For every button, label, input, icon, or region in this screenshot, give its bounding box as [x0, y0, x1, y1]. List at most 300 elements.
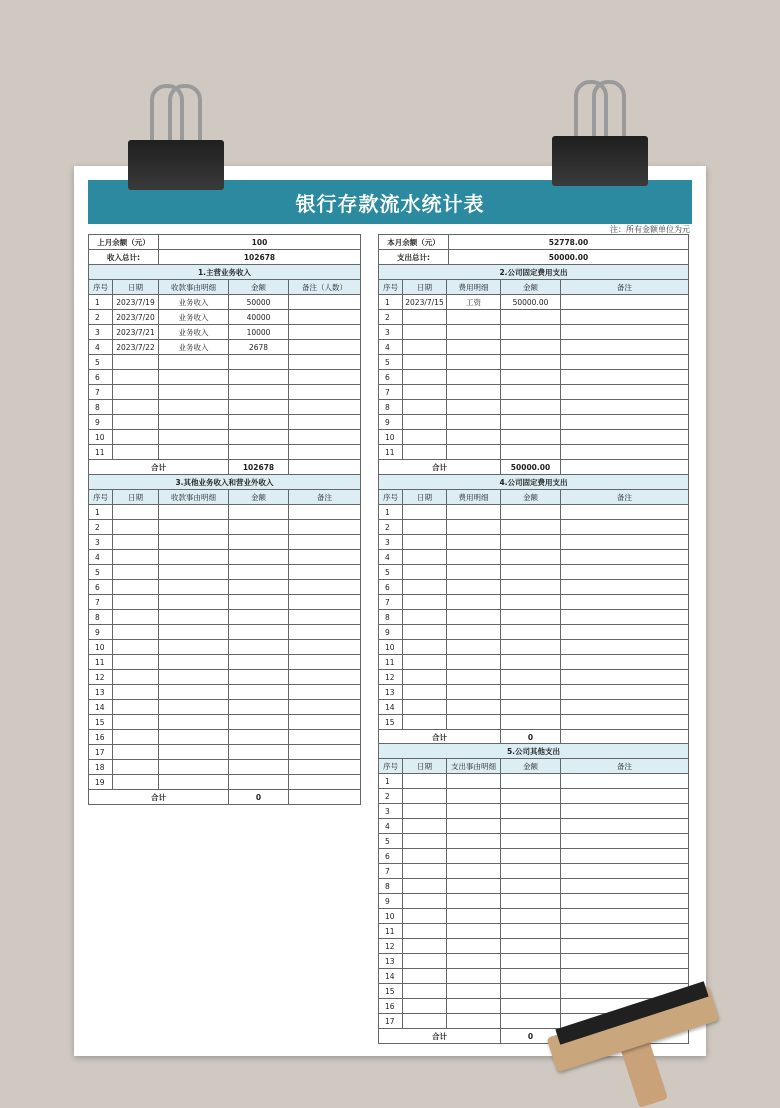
table-cell[interactable] [561, 715, 689, 730]
table-cell[interactable] [159, 775, 229, 790]
table-cell[interactable] [159, 535, 229, 550]
table-cell[interactable] [447, 774, 501, 789]
table-cell[interactable] [447, 939, 501, 954]
table-cell[interactable] [501, 565, 561, 580]
table-cell[interactable]: 2023/7/19 [113, 295, 159, 310]
table-cell[interactable] [403, 819, 447, 834]
table-cell[interactable] [501, 924, 561, 939]
table-cell[interactable] [403, 535, 447, 550]
table-cell[interactable] [561, 789, 689, 804]
table-cell[interactable]: 4 [89, 550, 113, 565]
table-cell[interactable]: 4 [89, 340, 113, 355]
table-cell[interactable] [403, 325, 447, 340]
table-cell[interactable] [403, 894, 447, 909]
table-cell[interactable] [113, 400, 159, 415]
table-cell[interactable] [447, 415, 501, 430]
table-cell[interactable] [159, 760, 229, 775]
table-cell[interactable]: 12 [379, 939, 403, 954]
table-cell[interactable] [561, 700, 689, 715]
table-cell[interactable] [403, 400, 447, 415]
table-cell[interactable] [561, 685, 689, 700]
table-cell[interactable] [159, 670, 229, 685]
table-cell[interactable] [501, 954, 561, 969]
table-cell[interactable] [403, 550, 447, 565]
table-cell[interactable] [561, 355, 689, 370]
table-cell[interactable] [501, 864, 561, 879]
table-cell[interactable] [289, 745, 361, 760]
table-cell[interactable] [113, 625, 159, 640]
table-cell[interactable]: 17 [89, 745, 113, 760]
table-cell[interactable]: 11 [89, 445, 113, 460]
table-cell[interactable]: 业务收入 [159, 325, 229, 340]
table-cell[interactable] [501, 849, 561, 864]
table-cell[interactable]: 4 [379, 550, 403, 565]
table-cell[interactable] [403, 445, 447, 460]
table-cell[interactable] [561, 415, 689, 430]
table-cell[interactable]: 业务收入 [159, 340, 229, 355]
table-cell[interactable] [501, 879, 561, 894]
table-cell[interactable] [159, 595, 229, 610]
table-cell[interactable] [159, 610, 229, 625]
table-cell[interactable] [501, 774, 561, 789]
table-cell[interactable]: 14 [379, 969, 403, 984]
table-cell[interactable] [403, 625, 447, 640]
table-cell[interactable] [403, 310, 447, 325]
table-cell[interactable] [501, 310, 561, 325]
table-cell[interactable] [403, 520, 447, 535]
table-cell[interactable]: 10 [379, 430, 403, 445]
table-cell[interactable] [561, 325, 689, 340]
table-cell[interactable]: 8 [379, 879, 403, 894]
table-cell[interactable] [501, 804, 561, 819]
table-cell[interactable] [403, 849, 447, 864]
table-cell[interactable] [289, 370, 361, 385]
table-cell[interactable] [403, 640, 447, 655]
table-cell[interactable] [159, 655, 229, 670]
table-cell[interactable] [113, 700, 159, 715]
table-cell[interactable] [561, 595, 689, 610]
table-cell[interactable] [561, 834, 689, 849]
table-cell[interactable]: 10000 [229, 325, 289, 340]
table-cell[interactable] [561, 610, 689, 625]
table-cell[interactable]: 7 [89, 385, 113, 400]
table-cell[interactable] [113, 355, 159, 370]
table-cell[interactable] [501, 625, 561, 640]
table-cell[interactable]: 5 [379, 834, 403, 849]
table-cell[interactable] [289, 640, 361, 655]
table-cell[interactable] [501, 520, 561, 535]
table-cell[interactable] [447, 625, 501, 640]
table-cell[interactable] [289, 340, 361, 355]
table-cell[interactable] [159, 685, 229, 700]
table-cell[interactable] [561, 295, 689, 310]
table-cell[interactable]: 1 [379, 774, 403, 789]
table-cell[interactable]: 7 [89, 595, 113, 610]
table-cell[interactable]: 14 [379, 700, 403, 715]
table-cell[interactable] [447, 715, 501, 730]
table-cell[interactable] [229, 700, 289, 715]
table-cell[interactable] [561, 819, 689, 834]
table-cell[interactable] [113, 715, 159, 730]
table-cell[interactable]: 13 [379, 685, 403, 700]
table-cell[interactable] [447, 550, 501, 565]
table-cell[interactable] [403, 700, 447, 715]
table-cell[interactable]: 业务收入 [159, 310, 229, 325]
table-cell[interactable] [113, 565, 159, 580]
table-cell[interactable]: 1 [379, 505, 403, 520]
table-cell[interactable] [447, 535, 501, 550]
table-cell[interactable]: 2 [379, 310, 403, 325]
table-cell[interactable] [403, 355, 447, 370]
table-cell[interactable] [501, 580, 561, 595]
table-cell[interactable] [229, 655, 289, 670]
table-cell[interactable] [289, 400, 361, 415]
table-cell[interactable] [159, 355, 229, 370]
table-cell[interactable] [113, 595, 159, 610]
table-cell[interactable] [229, 565, 289, 580]
table-cell[interactable] [501, 385, 561, 400]
table-cell[interactable] [289, 685, 361, 700]
table-cell[interactable] [447, 909, 501, 924]
table-cell[interactable]: 5 [379, 355, 403, 370]
table-cell[interactable] [159, 400, 229, 415]
table-cell[interactable] [113, 775, 159, 790]
table-cell[interactable] [289, 610, 361, 625]
table-cell[interactable] [289, 775, 361, 790]
table-cell[interactable] [501, 640, 561, 655]
table-cell[interactable] [501, 415, 561, 430]
table-cell[interactable] [561, 954, 689, 969]
table-cell[interactable] [113, 760, 159, 775]
table-cell[interactable] [113, 535, 159, 550]
table-cell[interactable] [229, 445, 289, 460]
table-cell[interactable] [447, 894, 501, 909]
table-cell[interactable] [447, 355, 501, 370]
table-cell[interactable] [447, 834, 501, 849]
table-cell[interactable]: 3 [89, 535, 113, 550]
table-cell[interactable] [403, 595, 447, 610]
table-cell[interactable] [229, 670, 289, 685]
table-cell[interactable]: 10 [89, 640, 113, 655]
table-cell[interactable] [447, 879, 501, 894]
table-cell[interactable] [403, 505, 447, 520]
table-cell[interactable] [289, 520, 361, 535]
table-cell[interactable] [113, 370, 159, 385]
table-cell[interactable] [561, 445, 689, 460]
table-cell[interactable] [561, 670, 689, 685]
table-cell[interactable] [289, 325, 361, 340]
table-cell[interactable] [113, 640, 159, 655]
table-cell[interactable] [501, 670, 561, 685]
table-cell[interactable]: 8 [379, 610, 403, 625]
table-cell[interactable]: 13 [379, 954, 403, 969]
table-cell[interactable] [447, 969, 501, 984]
table-cell[interactable] [159, 625, 229, 640]
table-cell[interactable]: 9 [89, 625, 113, 640]
table-cell[interactable]: 6 [89, 580, 113, 595]
table-cell[interactable] [501, 595, 561, 610]
table-cell[interactable] [113, 655, 159, 670]
table-cell[interactable] [403, 610, 447, 625]
table-cell[interactable] [501, 550, 561, 565]
table-cell[interactable] [561, 400, 689, 415]
table-cell[interactable] [113, 580, 159, 595]
table-cell[interactable] [447, 310, 501, 325]
table-cell[interactable]: 2 [379, 789, 403, 804]
table-cell[interactable]: 6 [379, 370, 403, 385]
table-cell[interactable]: 15 [379, 715, 403, 730]
table-cell[interactable] [289, 580, 361, 595]
table-cell[interactable] [159, 730, 229, 745]
table-cell[interactable]: 6 [89, 370, 113, 385]
table-cell[interactable] [447, 385, 501, 400]
table-cell[interactable]: 2023/7/21 [113, 325, 159, 340]
table-cell[interactable]: 50000 [229, 295, 289, 310]
table-cell[interactable] [289, 715, 361, 730]
table-cell[interactable] [501, 834, 561, 849]
table-cell[interactable] [501, 715, 561, 730]
table-cell[interactable] [113, 610, 159, 625]
table-cell[interactable] [229, 550, 289, 565]
table-cell[interactable] [403, 969, 447, 984]
table-cell[interactable] [403, 834, 447, 849]
table-cell[interactable] [447, 640, 501, 655]
table-cell[interactable]: 11 [379, 445, 403, 460]
table-cell[interactable]: 12 [379, 670, 403, 685]
table-cell[interactable] [113, 385, 159, 400]
table-cell[interactable] [159, 550, 229, 565]
table-cell[interactable] [501, 819, 561, 834]
table-cell[interactable]: 业务收入 [159, 295, 229, 310]
table-cell[interactable] [403, 715, 447, 730]
table-cell[interactable] [403, 580, 447, 595]
table-cell[interactable]: 9 [89, 415, 113, 430]
table-cell[interactable] [561, 550, 689, 565]
table-cell[interactable]: 2023/7/15 [403, 295, 447, 310]
table-cell[interactable]: 4 [379, 819, 403, 834]
table-cell[interactable] [159, 445, 229, 460]
table-cell[interactable]: 2023/7/22 [113, 340, 159, 355]
table-cell[interactable] [561, 774, 689, 789]
table-cell[interactable] [113, 505, 159, 520]
table-cell[interactable] [447, 954, 501, 969]
table-cell[interactable] [501, 355, 561, 370]
table-cell[interactable] [113, 415, 159, 430]
table-cell[interactable] [289, 310, 361, 325]
table-cell[interactable] [501, 400, 561, 415]
table-cell[interactable] [159, 715, 229, 730]
table-cell[interactable] [403, 954, 447, 969]
table-cell[interactable] [447, 685, 501, 700]
table-cell[interactable]: 3 [379, 535, 403, 550]
table-cell[interactable] [289, 355, 361, 370]
table-cell[interactable]: 2 [89, 310, 113, 325]
table-cell[interactable] [447, 610, 501, 625]
table-cell[interactable] [501, 340, 561, 355]
table-cell[interactable] [159, 370, 229, 385]
table-cell[interactable]: 11 [379, 924, 403, 939]
table-cell[interactable] [447, 924, 501, 939]
table-cell[interactable] [229, 745, 289, 760]
table-cell[interactable] [289, 505, 361, 520]
table-cell[interactable] [501, 610, 561, 625]
table-cell[interactable] [403, 385, 447, 400]
table-cell[interactable]: 2023/7/20 [113, 310, 159, 325]
table-cell[interactable]: 2 [89, 520, 113, 535]
table-cell[interactable]: 16 [89, 730, 113, 745]
table-cell[interactable] [403, 340, 447, 355]
table-cell[interactable] [561, 804, 689, 819]
table-cell[interactable]: 5 [89, 355, 113, 370]
table-cell[interactable] [447, 849, 501, 864]
table-cell[interactable] [229, 760, 289, 775]
table-cell[interactable] [561, 370, 689, 385]
table-cell[interactable] [229, 370, 289, 385]
table-cell[interactable] [289, 430, 361, 445]
table-cell[interactable] [159, 520, 229, 535]
table-cell[interactable] [403, 939, 447, 954]
table-cell[interactable]: 2678 [229, 340, 289, 355]
table-cell[interactable] [113, 445, 159, 460]
table-cell[interactable] [403, 670, 447, 685]
table-cell[interactable] [561, 565, 689, 580]
table-cell[interactable]: 7 [379, 864, 403, 879]
table-cell[interactable] [289, 700, 361, 715]
table-cell[interactable] [501, 430, 561, 445]
table-cell[interactable] [289, 655, 361, 670]
table-cell[interactable] [447, 505, 501, 520]
table-cell[interactable] [501, 685, 561, 700]
table-cell[interactable]: 9 [379, 894, 403, 909]
table-cell[interactable] [289, 730, 361, 745]
table-cell[interactable] [289, 565, 361, 580]
table-cell[interactable] [403, 909, 447, 924]
table-cell[interactable] [501, 789, 561, 804]
table-cell[interactable] [447, 984, 501, 999]
table-cell[interactable] [229, 505, 289, 520]
table-cell[interactable] [229, 715, 289, 730]
table-cell[interactable] [501, 700, 561, 715]
table-cell[interactable] [561, 310, 689, 325]
table-cell[interactable] [403, 804, 447, 819]
table-cell[interactable] [561, 924, 689, 939]
table-cell[interactable]: 1 [89, 295, 113, 310]
table-cell[interactable] [561, 655, 689, 670]
table-cell[interactable] [403, 864, 447, 879]
table-cell[interactable] [113, 550, 159, 565]
table-cell[interactable] [447, 999, 501, 1014]
table-cell[interactable] [501, 535, 561, 550]
table-cell[interactable]: 15 [379, 984, 403, 999]
table-cell[interactable] [447, 580, 501, 595]
table-cell[interactable] [447, 565, 501, 580]
table-cell[interactable] [403, 655, 447, 670]
table-cell[interactable]: 5 [89, 565, 113, 580]
table-cell[interactable] [229, 610, 289, 625]
table-cell[interactable]: 16 [379, 999, 403, 1014]
table-cell[interactable] [403, 415, 447, 430]
table-cell[interactable] [501, 370, 561, 385]
table-cell[interactable]: 17 [379, 1014, 403, 1029]
table-cell[interactable] [229, 535, 289, 550]
table-cell[interactable] [289, 760, 361, 775]
table-cell[interactable] [289, 625, 361, 640]
table-cell[interactable] [561, 625, 689, 640]
table-cell[interactable] [113, 730, 159, 745]
table-cell[interactable]: 9 [379, 415, 403, 430]
table-cell[interactable] [289, 595, 361, 610]
table-cell[interactable]: 6 [379, 580, 403, 595]
table-cell[interactable] [229, 685, 289, 700]
table-cell[interactable]: 7 [379, 385, 403, 400]
table-cell[interactable]: 3 [379, 804, 403, 819]
table-cell[interactable] [159, 745, 229, 760]
table-cell[interactable] [229, 400, 289, 415]
table-cell[interactable] [229, 775, 289, 790]
table-cell[interactable] [561, 879, 689, 894]
table-cell[interactable]: 5 [379, 565, 403, 580]
table-cell[interactable] [561, 385, 689, 400]
table-cell[interactable] [159, 565, 229, 580]
table-cell[interactable] [501, 445, 561, 460]
table-cell[interactable]: 11 [89, 655, 113, 670]
table-cell[interactable] [501, 969, 561, 984]
table-cell[interactable] [561, 849, 689, 864]
table-cell[interactable]: 3 [379, 325, 403, 340]
table-cell[interactable] [403, 879, 447, 894]
table-cell[interactable] [113, 745, 159, 760]
table-cell[interactable] [403, 789, 447, 804]
table-cell[interactable]: 4 [379, 340, 403, 355]
table-cell[interactable] [229, 595, 289, 610]
table-cell[interactable] [447, 445, 501, 460]
table-cell[interactable] [447, 670, 501, 685]
table-cell[interactable] [403, 924, 447, 939]
table-cell[interactable]: 8 [89, 400, 113, 415]
table-cell[interactable] [447, 520, 501, 535]
table-cell[interactable] [229, 580, 289, 595]
table-cell[interactable] [501, 505, 561, 520]
table-cell[interactable] [229, 415, 289, 430]
table-cell[interactable] [403, 984, 447, 999]
table-cell[interactable] [561, 535, 689, 550]
table-cell[interactable] [229, 430, 289, 445]
table-cell[interactable]: 13 [89, 685, 113, 700]
table-cell[interactable] [561, 640, 689, 655]
table-cell[interactable] [447, 340, 501, 355]
table-cell[interactable] [447, 804, 501, 819]
table-cell[interactable] [289, 295, 361, 310]
table-cell[interactable]: 7 [379, 595, 403, 610]
table-cell[interactable] [561, 864, 689, 879]
table-cell[interactable] [501, 325, 561, 340]
table-cell[interactable]: 19 [89, 775, 113, 790]
table-cell[interactable] [501, 894, 561, 909]
table-cell[interactable] [159, 505, 229, 520]
table-cell[interactable] [561, 430, 689, 445]
table-cell[interactable] [403, 774, 447, 789]
table-cell[interactable]: 3 [89, 325, 113, 340]
table-cell[interactable]: 11 [379, 655, 403, 670]
table-cell[interactable]: 10 [379, 640, 403, 655]
table-cell[interactable] [561, 909, 689, 924]
table-cell[interactable] [447, 430, 501, 445]
table-cell[interactable] [403, 999, 447, 1014]
table-cell[interactable] [403, 565, 447, 580]
table-cell[interactable] [229, 730, 289, 745]
table-cell[interactable] [447, 595, 501, 610]
table-cell[interactable]: 14 [89, 700, 113, 715]
